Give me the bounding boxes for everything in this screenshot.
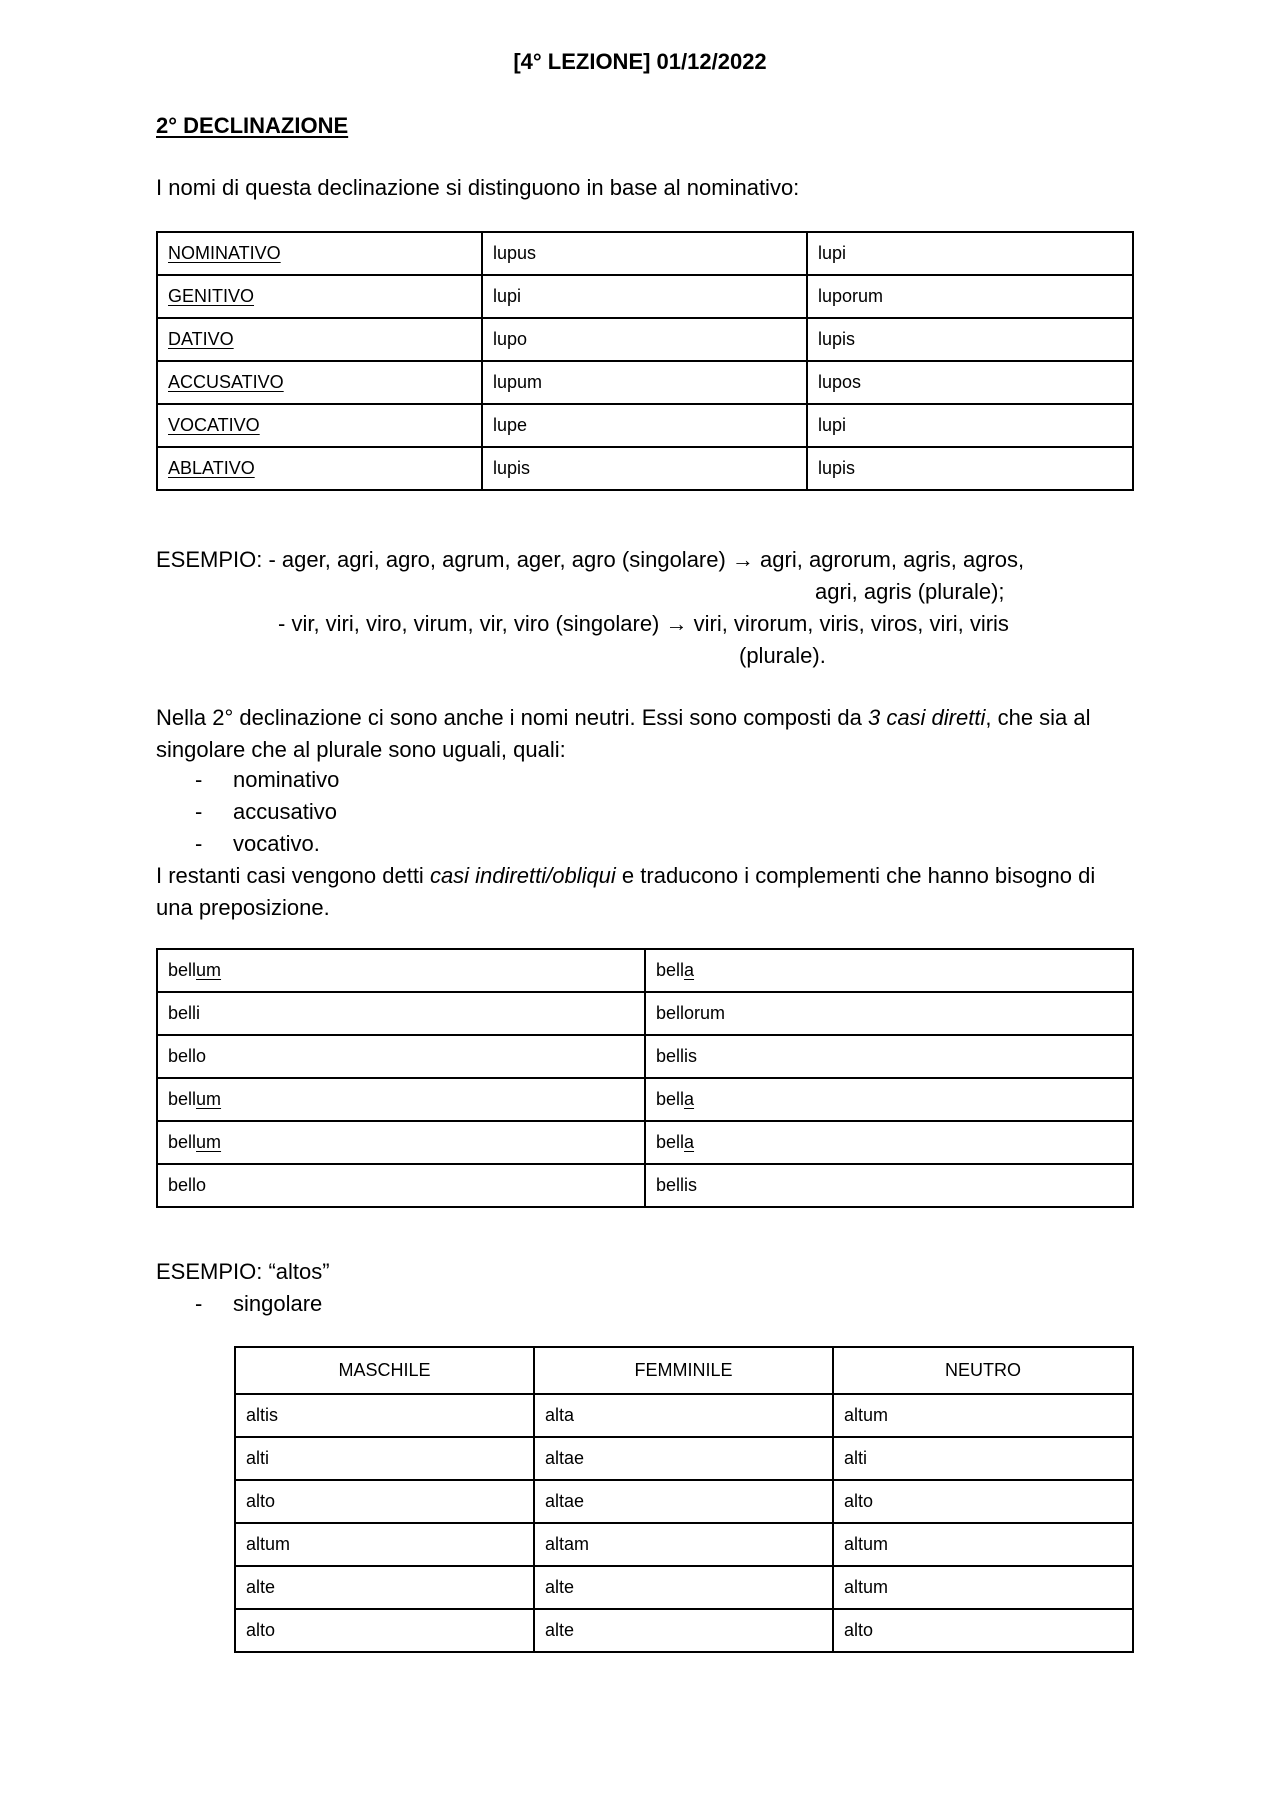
table-cell: alte [534,1609,833,1652]
example-altos-label: ESEMPIO: “altos” [156,1259,330,1284]
text: Nella 2° declinazione ci sono anche i nomi neutri. Essi sono composti da [156,705,868,730]
declension-table-lupus [156,231,1134,491]
list-item: - vocativo. [195,828,339,860]
table-cell: alto [833,1480,1133,1523]
table-row [235,1394,1133,1437]
table-cell: altae [534,1480,833,1523]
table-cell: alto [833,1609,1133,1652]
case-name: NOMINATIVO [157,232,482,275]
table-cell: altum [833,1394,1133,1437]
table-row [157,232,1133,275]
singular-form: lupis [482,447,807,490]
table-cell: alte [235,1566,534,1609]
plural-form: luporum [807,275,1133,318]
singular-list-item: - singolare [195,1291,323,1316]
singular-form: belli [157,992,645,1035]
table-row [235,1437,1133,1480]
column-header-feminine: FEMMINILE [534,1347,833,1394]
plural-form: bellis [645,1035,1133,1078]
neuter-paragraph [156,702,1132,766]
singular-form: bellum [157,1121,645,1164]
adjective-table-altos [234,1346,1134,1653]
plural-form: bellorum [645,992,1133,1035]
declension-table-bellum [156,948,1134,1208]
table-row [235,1609,1133,1652]
singular-form: lupum [482,361,807,404]
emphasis: 3 casi diretti [867,705,986,730]
example-line: ESEMPIO: - ager, agri, agro, agrum, ager, agro (singolare) → agri, agrorum, agris, agros, [156,547,1025,572]
emphasis: casi indiretti/obliqui [429,863,616,888]
plural-form: lupi [807,404,1133,447]
direct-cases-list [195,764,339,860]
singular-form: bellum [157,949,645,992]
plural-form: lupis [807,318,1133,361]
table-header-row [235,1347,1133,1394]
case-name: ACCUSATIVO [157,361,482,404]
table-cell: altum [235,1523,534,1566]
table-cell: alto [235,1480,534,1523]
plural-form: bella [645,1121,1133,1164]
oblique-cases-paragraph [156,860,1132,924]
example-line: (plurale). [739,643,826,668]
text: , che sia al singolare che al plurale sono uguali, quali: [156,705,1091,762]
table-cell: altum [833,1523,1133,1566]
table-cell: alti [235,1437,534,1480]
text: I restanti casi vengono detti [156,863,430,888]
table-cell: altum [833,1566,1133,1609]
singular-form: lupus [482,232,807,275]
table-row [157,1035,1133,1078]
list-item: - accusativo [195,796,339,828]
table-row [157,275,1133,318]
plural-form: lupos [807,361,1133,404]
table-cell: altis [235,1394,534,1437]
plural-form: bella [645,949,1133,992]
singular-form: lupi [482,275,807,318]
singular-form: lupe [482,404,807,447]
table-cell: altae [534,1437,833,1480]
table-row [157,318,1133,361]
list-item: - nominativo [195,764,339,796]
table-cell: alte [534,1566,833,1609]
singular-form: bello [157,1035,645,1078]
table-row [157,992,1133,1035]
table-cell: alto [235,1609,534,1652]
page-title: [4° LEZIONE] 01/12/2022 [513,49,767,74]
table-row [157,1164,1133,1207]
table-row [235,1566,1133,1609]
case-name: ABLATIVO [157,447,482,490]
table-row [157,949,1133,992]
text: e traducono i complementi che hanno bisogno di una preposizione. [156,863,1096,920]
table-row [157,1078,1133,1121]
table-row [157,404,1133,447]
table-row [157,361,1133,404]
singular-form: bello [157,1164,645,1207]
column-header-masculine: MASCHILE [235,1347,534,1394]
column-header-neuter: NEUTRO [833,1347,1133,1394]
table-cell: alti [833,1437,1133,1480]
example-line: - vir, viri, viro, virum, vir, viro (singolare) → viri, virorum, viris, viros, viri, viris [278,611,1009,636]
singular-form: lupo [482,318,807,361]
table-row [157,447,1133,490]
plural-form: lupis [807,447,1133,490]
intro-paragraph: I nomi di questa declinazione si distinguono in base al nominativo: [156,175,800,200]
table-row [157,1121,1133,1164]
plural-form: bella [645,1078,1133,1121]
section-heading: 2° DECLINAZIONE [156,113,349,138]
example-line: agri, agris (plurale); [815,579,1005,604]
plural-form: lupi [807,232,1133,275]
table-cell: alta [534,1394,833,1437]
case-name: GENITIVO [157,275,482,318]
singular-form: bellum [157,1078,645,1121]
table-row [235,1480,1133,1523]
case-name: DATIVO [157,318,482,361]
example-ager-vir [156,544,1136,672]
case-name: VOCATIVO [157,404,482,447]
table-cell: altam [534,1523,833,1566]
table-row [235,1523,1133,1566]
plural-form: bellis [645,1164,1133,1207]
